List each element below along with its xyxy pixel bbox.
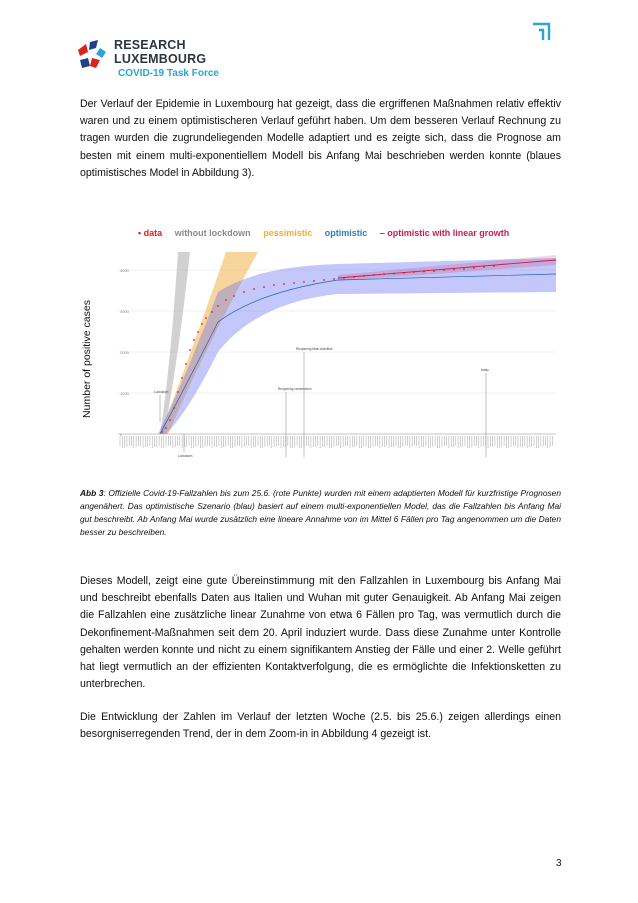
figure-caption	[80, 487, 561, 539]
logo-subtitle: COVID-19 Task Force	[118, 68, 219, 79]
y-tick-3000: 3000	[120, 309, 129, 314]
legend-pessimistic: pessimistic	[263, 228, 313, 238]
cases-chart	[108, 252, 561, 474]
figure-3	[80, 222, 561, 474]
legend-without-lockdown: without lockdown	[174, 228, 251, 238]
legend-linear-growth: – optimistic with linear growth	[379, 228, 510, 238]
y-tick-2000: 2000	[120, 350, 129, 355]
y-tick-1000: 1000	[120, 391, 129, 396]
y-axis-label: Number of positive cases	[81, 300, 93, 418]
logo-line-research: RESEARCH	[114, 38, 186, 52]
annotation-lockdown-2: Lockdown	[178, 454, 193, 458]
research-luxembourg-logo	[74, 36, 254, 86]
paragraph-trend: Die Entwicklung der Zahlen im Verlauf der letzten Woche (2.5. bis 25.6.) zeigen allerdings einen besorgniserregenden Trend, der in dem Zoom-in in Abbildung 4 gezeigt ist.	[80, 711, 561, 741]
legend-data: • data	[138, 228, 163, 238]
annotation-reopening-construction: Reopening construction	[278, 387, 312, 391]
caption-label: Abb 3	[80, 488, 104, 498]
annotation-today: today	[481, 368, 489, 372]
corner-arrow-icon	[529, 20, 553, 44]
y-tick-0: 0	[120, 432, 123, 437]
annotation-lockdown: Lockdown	[154, 390, 169, 394]
legend-optimistic: optimistic	[324, 228, 368, 238]
paragraph-intro: Der Verlauf der Epidemie in Luxembourg hat gezeigt, dass die ergriffenen Maßnahmen relativ effektiv waren und zu einem optimistischeren Verlauf geführt haben. Um dem besseren Verlauf Rechnung zu tragen wurden die zugrundeliegenden Modelle adaptiert und es zeigte sich, dass die Prognose am besten mit einem multi-exponentiellem Modell bis Anfang Mai beschrieben werden konnte (blaues optimistisches Model in Abbildung 3).	[80, 98, 561, 179]
page-number: 3	[556, 858, 562, 869]
logo-mark-icon	[74, 38, 108, 72]
logo-line-luxembourg: LUXEMBOURG	[114, 52, 207, 66]
annotation-reopening-main: Reopening Main Activities	[296, 347, 333, 351]
caption-text: : Offizielle Covid-19-Fallzahlen bis zum 25.6. (rote Punkte) wurden mit einem adaptierten Modell für kurzfristige Prognosen angenähert. Das optimistische Szenario (blau) basiert auf einem multi-exponentiellen Model, das die Fallzahlen bis Anfang Mai gut beschreibt. Ab Anfang Mai wurde zusätzlich eine lineare Annahme von im Mittel 6 Fällen pro Tag angenommen um die Daten besser zu beschreiben.	[80, 488, 562, 537]
chart-legend	[138, 228, 519, 238]
y-tick-4000: 4000	[120, 268, 129, 273]
paragraph-model: Dieses Modell, zeigt eine gute Übereinstimmung mit den Fallzahlen in Luxembourg bis Anfang Mai und beschreibt ebenfalls Daten aus Italien und Wuhan mit guter Genauigkeit. Ab Anfang Mai zeigen die Fallzahlen eine zusätzliche linear Zunahme von etwa 6 Fällen pro Tag, was vermutlich durch die Dekonfinement-Maßnahmen seit dem 20. April induziert wurde. Dass diese Zunahme unter Kontrolle gehalten werden konnte und nicht zu einem signifikantem Anstieg der Fälle und einer 2. Welle geführt hat liegt vermutlich an der effizienten Kontaktverfolgung, die es ermöglichte die Infektionsketten zu unterbrechen.	[80, 575, 561, 691]
